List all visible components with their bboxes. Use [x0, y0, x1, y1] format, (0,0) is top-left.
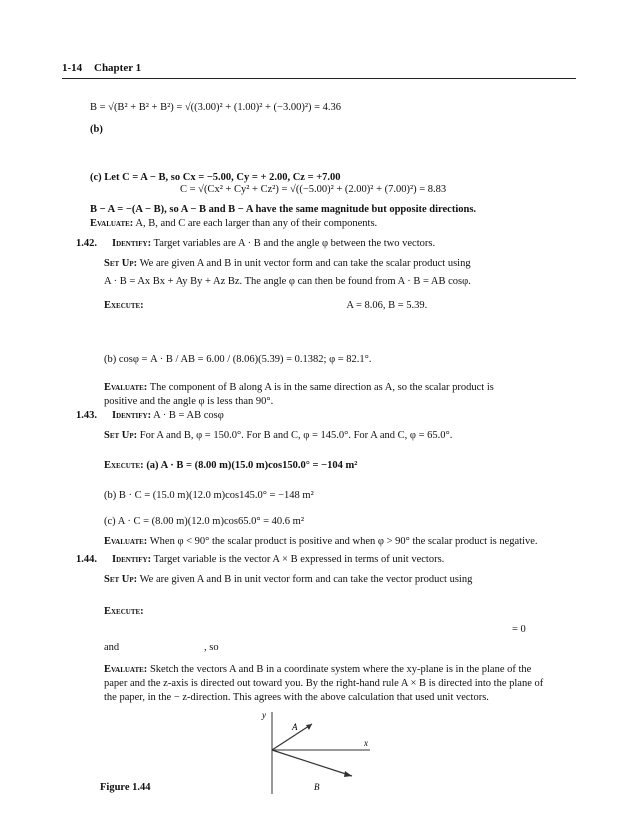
p142-evaluate: Evaluate: The component of B along A is in the same direction as A, so the scalar product is — [104, 382, 494, 393]
figure-1-44 — [252, 710, 372, 796]
y-axis-label: y — [262, 710, 266, 720]
part-c-line: (c) Let C = A − B, so Cx = −5.00, Cy = + 2.00, Cz = +7.00 — [90, 172, 341, 183]
magnitude-c-line: C = √(Cx² + Cy² + Cz²) = √((−5.00)² + (2.00)² + (7.00)²) = 8.83 — [180, 184, 447, 195]
p144-evaluate-3: the paper, in the − z-direction. This agrees with the above calculation that used unit vectors. — [104, 692, 489, 703]
p142-setup: Set Up: We are given A and B in unit vector form and can take the scalar product using — [104, 258, 471, 269]
p142-execute: Execute: A = 8.06, B = 5.39. — [104, 300, 428, 311]
p142-identify: Identify: Target variables are A · B and the angle φ between the two vectors. — [112, 238, 436, 249]
p142-part-b: (b) cosφ = A · B / AB = 6.00 / (8.06)(5.39) = 0.1382; φ = 82.1°. — [104, 354, 372, 365]
p143-identify: Identify: A · B = AB cosφ — [112, 410, 224, 421]
p144-setup: Set Up: We are given A and B in unit vector form and can take the vector product using — [104, 574, 473, 585]
evaluate-text: A, B, and C are each larger than any of their components. — [135, 218, 378, 229]
p144-so: , so — [204, 642, 219, 653]
vector-b-arrow — [272, 750, 352, 776]
x-axis-label: x — [364, 738, 368, 748]
p144-execute: Execute: — [104, 606, 144, 617]
page-number: 1-14 — [62, 62, 83, 74]
part-b-label: (b) — [90, 124, 103, 135]
evaluate-line — [90, 218, 377, 230]
p143-evaluate: Evaluate: When φ < 90° the scalar product is positive and when φ > 90° the scalar product is negative. — [104, 536, 538, 547]
figure-caption: Figure 1.44 — [100, 782, 151, 793]
magnitude-b-line: B = √(B² + B² + B²) = √((3.00)² + (1.00)² + (−3.00)²) = 4.36 — [90, 102, 342, 113]
p144-evaluate-2: paper and the z-axis is directed out toward you. By the right-hand rule A × B is directed into the plane of — [104, 678, 544, 689]
vector-a-label: A — [292, 722, 298, 732]
p144-evaluate: Evaluate: Sketch the vectors A and B in a coordinate system where the xy-plane is in the plane of the — [104, 664, 532, 675]
p144-and: and — [104, 642, 120, 653]
p143-part-b: (b) B · C = (15.0 m)(12.0 m)cos145.0° = −148 m² — [104, 490, 314, 501]
p144-identify: Identify: Target variable is the vector A × B expressed in terms of unit vectors. — [112, 554, 445, 565]
p142-setup-2: A · B = Ax Bx + Ay By + Az Bz. The angle φ can then be found from A · B = AB cosφ. — [104, 276, 471, 287]
problem-number-1-42: 1.42. — [76, 238, 97, 249]
opposite-direction-line: B − A = −(A − B), so A − B and B − A have the same magnitude but opposite directions. — [90, 204, 477, 215]
vector-b-head — [344, 771, 352, 777]
p143-setup: Set Up: For A and B, φ = 150.0°. For B and C, φ = 145.0°. For A and C, φ = 65.0°. — [104, 430, 453, 441]
problem-number-1-44: 1.44. — [76, 554, 97, 565]
evaluate-label: Evaluate: — [90, 218, 134, 229]
vector-b-label: B — [314, 782, 320, 792]
problem-number-1-43: 1.43. — [76, 410, 97, 421]
chapter-title: Chapter 1 — [94, 62, 142, 74]
p144-execute-end: = 0 — [512, 624, 526, 635]
p143-execute: Execute: (a) A · B = (8.00 m)(15.0 m)cos150.0° = −104 m² — [104, 460, 358, 471]
p142-evaluate-2: positive and the angle φ is less than 90°. — [104, 396, 274, 407]
p143-part-c: (c) A · C = (8.00 m)(12.0 m)cos65.0° = 40.6 m² — [104, 516, 305, 527]
page-header — [62, 60, 576, 79]
